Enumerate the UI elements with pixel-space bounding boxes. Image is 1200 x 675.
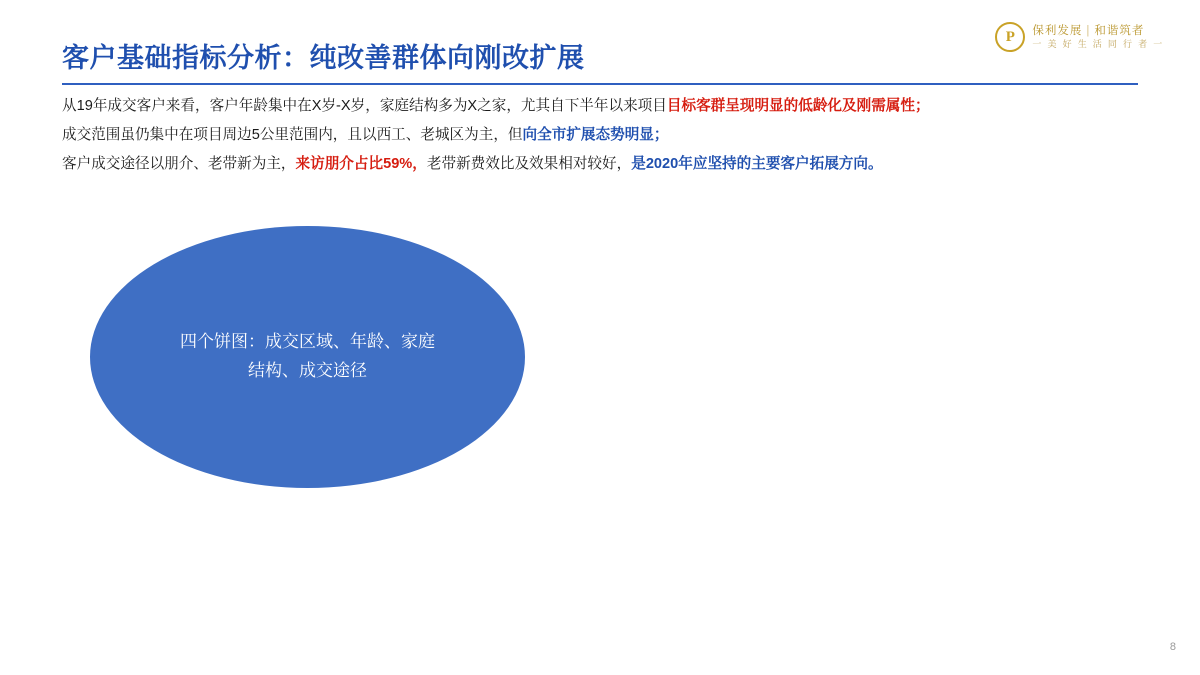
body-line-3-seg-1: 客户成交途径以朋介、老带新为主，: [62, 156, 296, 173]
chart-placeholder-ellipse: [90, 226, 525, 488]
page-number: 8: [1169, 641, 1176, 653]
body-text: [62, 92, 1145, 180]
body-line-3-seg-3: 老带新费效比及效果相对较好，: [426, 156, 632, 173]
body-line-2-seg-2: 向全市扩展态势明显；: [522, 127, 669, 144]
title-area: [62, 36, 1138, 85]
logo-text-right: 和谐筑者: [1094, 25, 1145, 38]
body-line-2: [62, 121, 1145, 150]
logo-mark-icon: P: [995, 22, 1025, 52]
body-line-2-seg-1: 成交范围虽仍集中在项目周边5公里范围内，且以西工、老城区为主，但: [62, 127, 523, 144]
logo-text-left: 保利发展: [1032, 25, 1083, 38]
body-line-1: [62, 92, 1145, 121]
body-line-3-seg-2: 来访朋介占比59%，: [295, 156, 427, 173]
body-line-1-seg-1: 从19年成交客户来看，客户年龄集中在X岁-X岁，家庭结构多为X之家，尤其自下半年以来项目: [62, 98, 667, 114]
title-underline: [62, 83, 1138, 85]
body-line-3-seg-4: 是2020年应坚持的主要客户拓展方向。: [631, 156, 883, 173]
chart-placeholder-label: 四个饼图：成交区域、年龄、家庭结构、成交途径: [180, 332, 435, 380]
logo-divider: |: [1086, 25, 1091, 38]
body-line-1-seg-2: 目标客群呈现明显的低龄化及刚需属性；: [666, 98, 930, 114]
body-line-3: [62, 150, 1145, 179]
page-title: 客户基础指标分析：纯改善群体向刚改扩展: [62, 43, 585, 73]
logo-line-secondary: 一 美 好 生 活 同 行 者 一: [1032, 38, 1164, 49]
